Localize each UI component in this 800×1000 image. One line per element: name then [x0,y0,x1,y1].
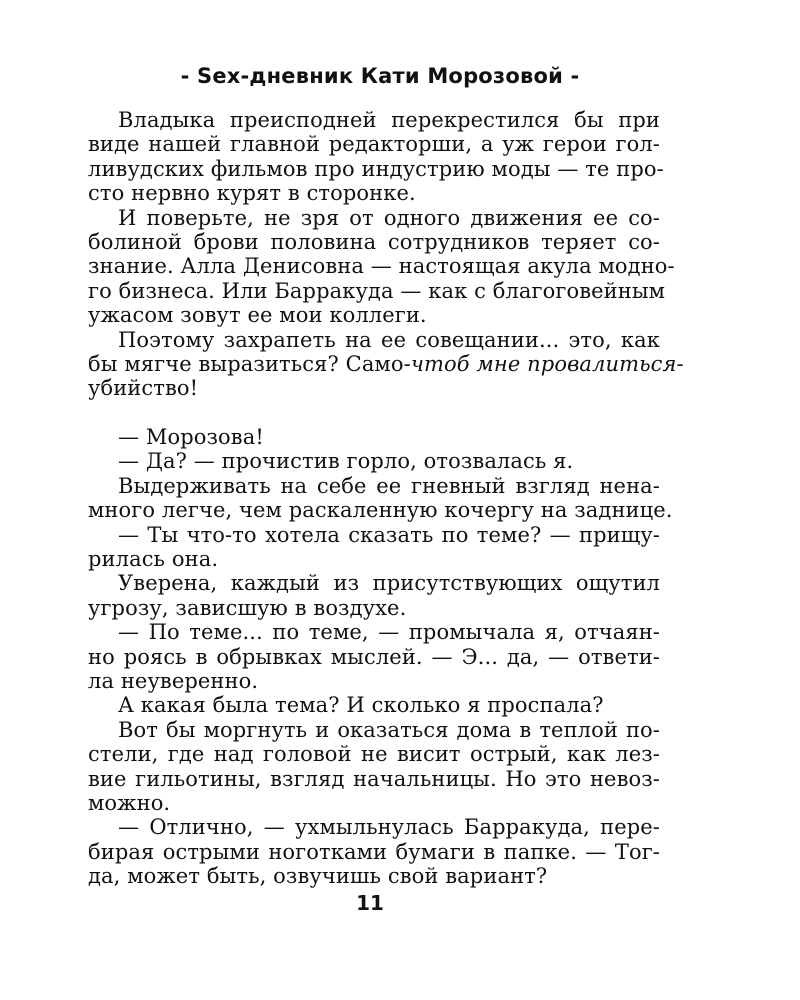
text-line: Поэтому захрапеть на ее совещании... это, как [118,327,660,352]
text-line: сто нервно курят в сторонке. [88,181,416,206]
text-line: — Отлично, — ухмыльнулась Барракуда, пере- [118,815,660,840]
text-line: — Ты что-то хотела сказать по теме? — прищу- [118,522,660,547]
text-line: ла неуверенно. [88,668,259,693]
text-line: да, может быть, озвучишь свой вариант? [88,864,548,889]
text-line: ливудских фильмов про индустрию моды — те про- [88,156,664,181]
text-line: много легче, чем раскаленную кочергу на заднице. [88,498,673,523]
text-line: болиной брови половина сотрудников теряет со- [88,230,660,255]
text-line-mixed [88,352,684,377]
text-line: А какая была тема? И сколько я проспала? [118,693,604,718]
text-line: — Морозова! [118,424,264,449]
page-number: 11 [356,891,384,915]
italic-phrase: чтоб мне провалиться- [410,352,684,377]
text-line: угрозу, зависшую в воздухе. [88,595,407,620]
scene-break [88,401,660,425]
text-segment: бы мягче выразиться? Само- [88,352,411,377]
text-line: рилась она. [88,546,219,571]
text-line: Владыка преисподней перекрестился бы при [118,108,660,132]
text-line: Выдерживать на себе ее гневный взгляд нена- [118,473,660,498]
text-line: Уверена, каждый из присутствующих ощутил [118,571,660,596]
text-line: И поверьте, не зря от одного движения ее со- [118,205,660,230]
text-line: знание. Алла Денисовна — настоящая акула модно- [88,254,675,279]
text-line: Вот бы моргнуть и оказаться дома в теплой по- [118,717,660,742]
text-line: — Да? — прочистив горло, отозвалась я. [118,449,574,474]
running-head: - Sex-дневник Кати Морозовой - [180,64,580,88]
body-text [88,108,684,889]
text-line: стели, где над головой не висит острый, как лез- [88,742,660,767]
text-line: убийство! [88,376,199,401]
text-line: но роясь в обрывках мыслей. — Э... да, — ответи- [88,644,660,669]
text-line: вие гильотины, взгляд начальницы. Но это невоз- [88,766,660,791]
text-line: ужасом зовут ее мои коллеги. [88,303,427,328]
text-line: можно. [88,790,171,815]
text-line: бирая острыми ноготками бумаги в папке. — Тог- [88,839,660,864]
text-line: — По теме... по теме, — промычала я, отчаян- [118,620,660,645]
text-line: виде нашей главной редакторши, а уж герои гол- [88,132,660,157]
text-line: го бизнеса. Или Барракуда — как с благоговейным [88,278,666,303]
